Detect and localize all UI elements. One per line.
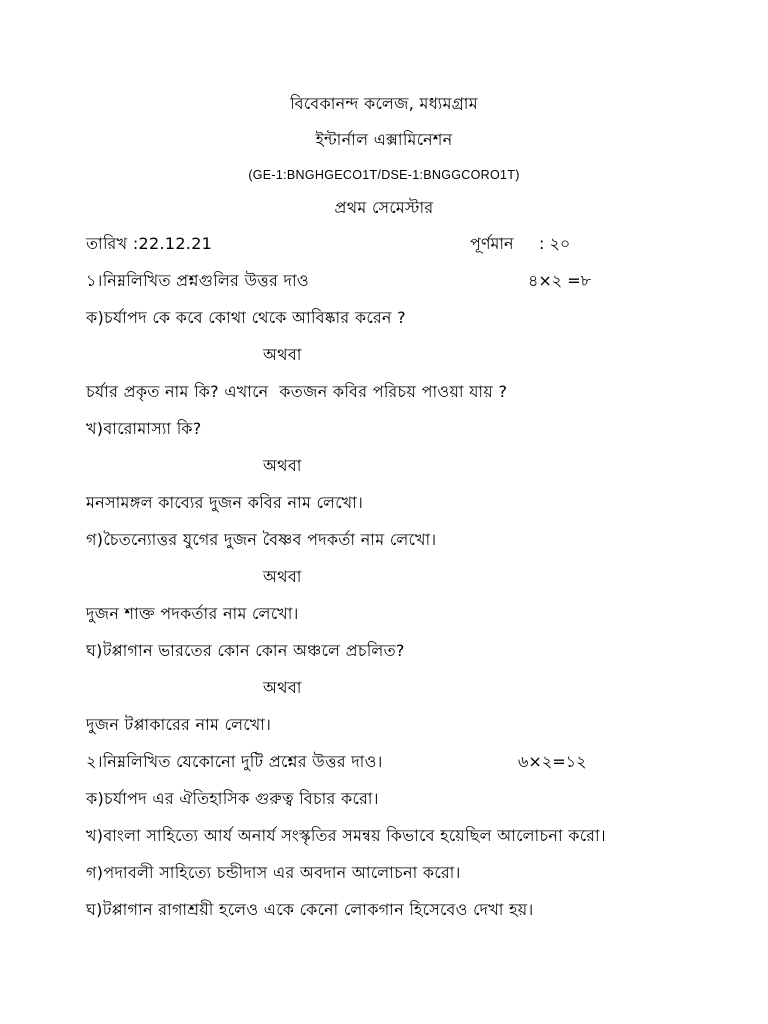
section2-instruction: ২।নিম্নলিখিত যেকোনো দুটি প্রশ্নের উত্তর দাও। [86,752,383,771]
alternative-1a: চর্যার প্রকৃত নাম কি? এখানে কতজন কবির পরিচয় পাওয়া যায় ? [86,382,508,401]
section2-marks: ৬×২=১২ [518,752,587,771]
question-2a: ক)চর্যাপদ এর ঐতিহাসিক গুরুত্ব বিচার করো। [86,789,379,808]
question-1d: ঘ)টপ্পাগান ভারতের কোন কোন অঞ্চলে প্রচলিত? [86,641,405,660]
question-2b: খ)বাংলা সাহিত্যে আর্য অনার্য সংস্কৃতির সমন্বয় কিভাবে হয়েছিল আলোচনা করো। [86,826,606,845]
section1-marks: ৪×২ =৮ [528,271,592,290]
exam-title: ইন্টার্নাল এক্সামিনেশন [315,130,453,149]
question-1c: গ)চৈতন্যোত্তর যুগের দুজন বৈষ্ণব পদকর্তা নাম লেখো। [86,530,437,549]
or-separator: অথবা [263,678,302,697]
question-2d: ঘ)টপ্পাগান রাগাশ্রয়ী হলেও একে কেনো লোকগান হিসেবেও দেখা হয়। [86,900,534,919]
full-marks: পূর্ণমান : ২০ [470,234,571,253]
college-name: বিবেকানন্দ কলেজ, মধ্যমগ্রাম [290,94,478,113]
paper-code: (GE-1:BNGHGECO1T/DSE-1:BNGGCORO1T) [248,168,520,182]
or-separator: অথবা [263,345,302,364]
or-separator: অথবা [263,567,302,586]
question-2c: গ)পদাবলী সাহিত্যে চন্ডীদাস এর অবদান আলোচনা করো। [86,863,461,882]
or-separator: অথবা [263,456,302,475]
alternative-1b: মনসামঙ্গল কাব্যের দুজন কবির নাম লেখো। [86,493,364,512]
question-1a: ক)চর্যাপদ কে কবে কোথা থেকে আবিষ্কার করেন ? [86,308,406,327]
section1-instruction: ১।নিম্নলিখিত প্রশ্নগুলির উত্তর দাও [86,271,309,290]
alternative-1c: দুজন শাক্ত পদকর্তার নাম লেখো। [86,604,299,623]
question-1b: খ)বারোমাস্যা কি? [86,419,202,438]
semester: প্রথম সেমেস্টার [334,198,434,217]
alternative-1d: দুজন টপ্পাকারের নাম লেখো। [86,715,272,734]
exam-date: তারিখ :22.12.21 [86,234,213,253]
